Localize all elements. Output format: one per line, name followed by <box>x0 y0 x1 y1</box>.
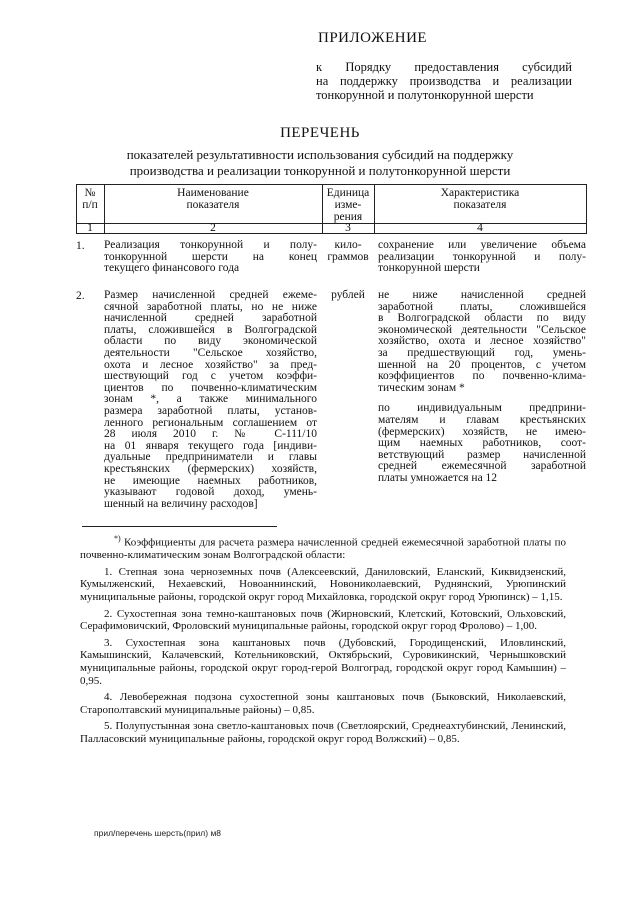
text-line: граммов <box>327 250 369 263</box>
text-line: рублей <box>331 289 365 301</box>
text-line: размера заработной платы, установ- <box>104 404 317 417</box>
row-2-name <box>104 290 317 510</box>
text-line: деятельности "Сельское хозяйство, <box>104 346 317 359</box>
text-line: 28 июля 2010 г. № С-111/10 <box>104 428 317 441</box>
text-line: зонам *, а также минимального <box>104 393 317 406</box>
text-line: тонкорунной шерсти <box>378 262 480 275</box>
header-name-line: Наименование <box>177 187 249 199</box>
appendix-title: ПРИЛОЖЕНИЕ <box>318 30 428 46</box>
footnote-item: 1. Степная зона черноземных почв (Алексеевский, Даниловский, Еланский, Киквидзенский, Кумылженский, Нехаевский, Новоаннинский, Новониколаевский, Руднянский, Урюпинский муниципальные районы, городской округ город Михайловка, городской округ город Урюпинск) – 1,15. <box>80 565 566 604</box>
text-line: Размер начисленной средней ежеме- <box>104 289 317 301</box>
text-line: мателям и главам крестьянских <box>378 413 586 426</box>
table-top-rule <box>76 184 587 185</box>
column-number: 1 <box>87 222 93 234</box>
list-title: ПЕРЕЧЕНЬ <box>280 125 360 141</box>
text-line: платы, сложившейся в Волгоградской <box>104 323 317 336</box>
text-line: ленного региональным соглашением от <box>104 416 317 429</box>
list-subtitle-line: производства и реализации тонкорунной и полутонкорунной шерсти <box>129 163 511 178</box>
text-line: сячной заработной платы, но не ниже <box>104 300 317 313</box>
header-unit-line: Единица <box>326 187 370 199</box>
list-subtitle-line: показателей результативности использования субсидий на поддержку <box>126 147 514 162</box>
footnote-intro <box>80 533 566 562</box>
appendix-subtitle-line: тонкорунной и полутонкорунной шерсти <box>316 88 534 102</box>
header-unit-line: рения <box>333 211 363 223</box>
header-unit <box>322 187 374 223</box>
text-line: не имеющие наемных работников, <box>104 474 317 487</box>
header-name <box>104 187 322 211</box>
header-desc <box>374 187 586 211</box>
text-line: указывают годовой доход, умень- <box>104 486 317 499</box>
row-1-name <box>104 240 317 275</box>
footnote-item: 4. Левобережная подзона сухостепной зоны каштановых почв (Быковский, Николаевский, Старополтавский муниципальные районы) – 0,85. <box>80 691 566 716</box>
text-line: тическим зонам * <box>378 381 465 394</box>
text-line: заработной платы, сложившейся <box>378 300 586 313</box>
footnote-marker: *) <box>114 534 121 543</box>
text-line: шествующий год с учетом коэффи- <box>104 370 317 383</box>
header-unit-line: изме- <box>334 199 362 211</box>
text-line: шенной на 20 процентов, с учетом <box>378 358 586 371</box>
text-line: реализации тонкорунной и полу- <box>378 250 586 263</box>
footnote-item: 3. Сухостепная зона каштановых почв (Дубовский, Городищенский, Иловлинский, Камышинский, Калачевский, Котельниковский, Октябрьский, Суровикинский, Чернышковский муниципальные районы, городской округ город-герой Волгоград, городской округ город Камышин) – 0,95. <box>80 636 566 687</box>
row-number: 2. <box>76 290 85 302</box>
list-subtitle <box>60 147 580 179</box>
file-path-tag: прил/перечень шерсть(прил) м8 <box>94 828 222 838</box>
text-line: хозяйство, охота и лесное хозяйство" <box>378 335 586 348</box>
text-line: кило- <box>334 239 362 251</box>
text-line: платы умножается на 12 <box>378 471 498 484</box>
column-number: 4 <box>477 222 483 234</box>
text-line: тонкорунной шерсти на конец <box>104 250 317 263</box>
text-line: текущего финансового года <box>104 262 240 275</box>
footnote <box>80 533 566 750</box>
footnote-item: 2. Сухостепная зона темно-каштановых почв (Жирновский, Клетский, Котовский, Ольховский, Серафимовичский, Фроловский муниципальные районы, городской округ город Фролово) – 1,00. <box>80 607 566 633</box>
header-num-line: № <box>84 187 96 199</box>
row-number: 1. <box>76 240 85 252</box>
header-name-line: показателя <box>186 199 240 211</box>
text-line: за предшествующий год, умень- <box>378 346 586 359</box>
header-num-line: п/п <box>82 199 98 211</box>
text-line: крестьянских (фермерских) хозяйств, <box>104 462 317 475</box>
text-line: начисленной средней заработной <box>104 312 317 325</box>
text-line: сохранение или увеличение объема <box>378 239 586 251</box>
header-desc-line: Характеристика <box>440 187 520 199</box>
row-1-desc <box>378 240 586 275</box>
row-2-unit <box>322 290 374 302</box>
text-line: Реализация тонкорунной и полу- <box>104 239 317 251</box>
appendix-subtitle-line: к Порядку предоставления субсидий <box>316 60 572 74</box>
text-line: в Волгоградской области по виду <box>378 312 586 325</box>
row-1-unit <box>322 240 374 263</box>
text-line: (фермерских) хозяйств, не имею- <box>378 425 586 438</box>
row-2-desc <box>378 290 586 485</box>
text-line: дуальные предприниматели и главы <box>104 451 317 464</box>
text-line: циентов по почвенно-климатическим <box>104 381 317 394</box>
text-line: ветствующий размер начисленной <box>378 448 586 461</box>
text-line: охота и лесное хозяйство" за пред- <box>104 358 317 371</box>
text-line: области по виду экономической <box>104 335 317 348</box>
column-number: 3 <box>345 222 351 234</box>
text-line: на 01 января текущего года [индиви- <box>104 439 317 452</box>
text-line: средней ежемесячной заработной <box>378 460 586 473</box>
column-number: 2 <box>210 222 216 234</box>
header-desc-line: показателя <box>453 199 507 211</box>
footnote-rule <box>82 526 277 527</box>
text-line: коэффициентов по почвенно-клима- <box>378 370 586 383</box>
table-border <box>586 184 587 233</box>
text-line: шенный на величину расходов] <box>104 497 258 510</box>
appendix-subtitle <box>316 60 572 102</box>
header-num <box>76 187 104 211</box>
footnote-intro-text: Коэффициенты для расчета размера начисленной средней ежемесячной заработной платы по почвенно-климатическим зонам Волгоградской области: <box>80 536 566 562</box>
text-line: экономической деятельности "Сельское <box>378 323 586 336</box>
text-line: не ниже начисленной средней <box>378 289 586 301</box>
footnote-item: 5. Полупустынная зона светло-каштановых почв (Светлоярский, Среднеахтубинский, Ленинский, Палласовский муниципальные районы, городской округ город Волжский) – 0,85. <box>80 720 566 745</box>
text-line: щим наемных работников, соот- <box>378 437 586 450</box>
text-line: по индивидуальным предприни- <box>378 402 586 415</box>
appendix-subtitle-line: на поддержку производства и реализации <box>316 74 572 88</box>
